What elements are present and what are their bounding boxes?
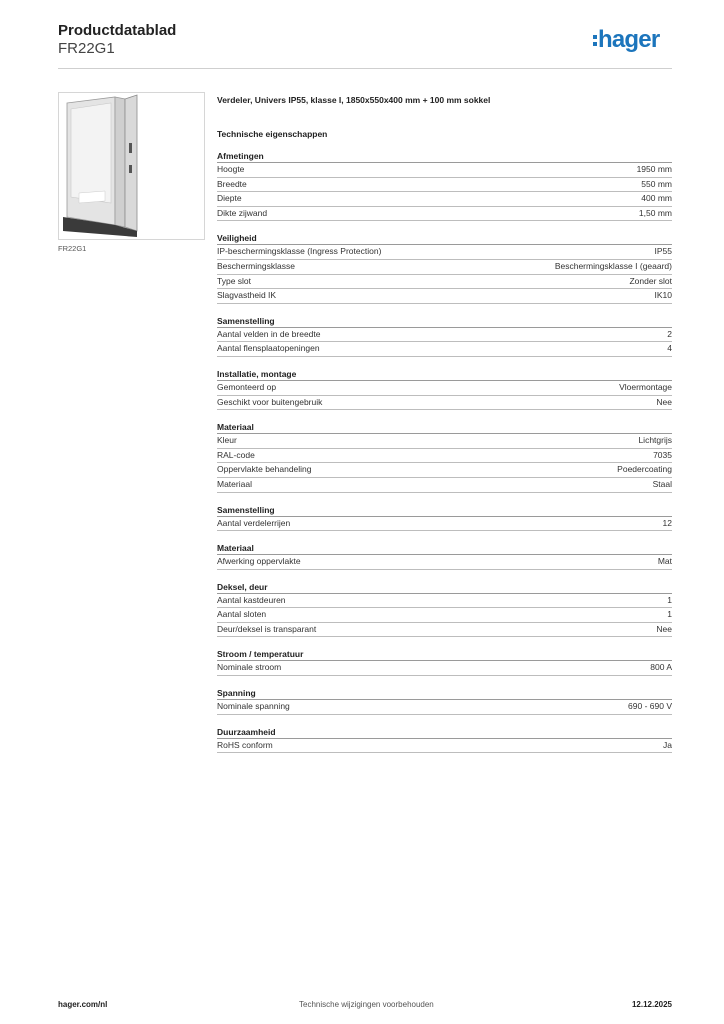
spec-label: Dikte zijwand [217,207,268,218]
spec-label: Aantal velden in de breedte [217,328,321,339]
footer-date: 12.12.2025 [631,1000,672,1009]
section-title: Samenstelling [217,505,672,517]
spec-label: Slagvastheid IK [217,290,277,301]
spec-value: 1 [667,609,672,620]
main-content [217,95,672,753]
spec-section [217,422,672,492]
product-code: FR22G1 [58,40,115,57]
section-title: Materiaal [217,543,672,555]
spec-section [217,316,672,357]
spec-section [217,688,672,715]
product-image-caption: FR22G1 [58,244,87,253]
spec-label: Hoogte [217,164,245,174]
section-title: Deksel, deur [217,582,672,594]
spec-value: Nee [656,623,672,634]
specs-sections [217,151,672,753]
spec-row [217,163,672,178]
hager-logo [593,28,659,52]
spec-label: RoHS conform [217,739,273,750]
spec-value: Staal [652,478,672,489]
spec-row [217,739,672,754]
section-title: Afmetingen [217,151,672,163]
spec-label: Geschikt voor buitengebruik [217,396,323,407]
spec-row [217,478,672,493]
spec-row [217,594,672,609]
spec-row [217,328,672,343]
spec-row [217,700,672,715]
spec-value: Beschermingsklasse I (geaard) [554,260,672,271]
spec-value: 550 mm [641,178,672,189]
spec-row [217,396,672,411]
spec-section [217,649,672,676]
spec-value: 12 [662,517,672,528]
footer-notice: Technische wijzigingen voorbehouden [299,1000,434,1009]
spec-value: Mat [657,556,672,567]
spec-value: Lichtgrijs [638,435,672,446]
spec-label: RAL-code [217,449,255,460]
section-title: Spanning [217,688,672,700]
spec-row [217,555,672,570]
spec-row [217,178,672,193]
cabinet-enclosure-icon [59,93,204,239]
spec-section [217,727,672,754]
spec-value: Vloermontage [619,381,672,392]
spec-row [217,608,672,623]
footer-website: hager.com/nl [58,1000,108,1009]
section-title: Samenstelling [217,316,672,328]
technical-properties-title: Technische eigenschappen [217,129,328,139]
spec-section [217,151,672,221]
spec-row [217,434,672,449]
spec-section [217,505,672,532]
spec-label: Aantal sloten [217,609,267,620]
spec-value: 690 - 690 V [628,701,672,712]
spec-label: Kleur [217,435,237,446]
spec-value: 1950 mm [636,164,672,174]
spec-value: 400 mm [641,193,672,204]
spec-label: Aantal verdelerrijen [217,517,291,528]
section-title: Duurzaamheid [217,727,672,739]
spec-row [217,661,672,676]
spec-label: Aantal flensplaatopeningen [217,343,320,354]
spec-row [217,623,672,638]
page-title: Productdatablad [58,22,177,39]
spec-section [217,233,672,303]
spec-value: 1,50 mm [638,207,672,218]
spec-value: 2 [667,328,672,339]
spec-value: Nee [656,396,672,407]
section-title: Installatie, montage [217,369,672,381]
spec-row [217,517,672,532]
spec-label: Diepte [217,193,242,204]
spec-label: Type slot [217,275,252,286]
logo-dots-icon [593,32,597,49]
spec-label: Nominale spanning [217,701,290,712]
spec-row [217,275,672,290]
spec-row [217,207,672,222]
section-title: Materiaal [217,422,672,434]
spec-label: Oppervlakte behandeling [217,464,312,475]
spec-label: Beschermingsklasse [217,260,295,271]
logo-text: hager [598,26,660,53]
spec-label: Deur/deksel is transparant [217,623,317,634]
spec-label: Materiaal [217,478,252,489]
spec-label: Aantal kastdeuren [217,594,286,605]
spec-row [217,245,672,260]
product-description: Verdeler, Univers IP55, klasse I, 1850x550x400 mm + 100 mm sokkel [217,95,491,105]
spec-row [217,381,672,396]
spec-value: Zonder slot [629,275,672,286]
spec-label: Gemonteerd op [217,381,277,392]
product-image [58,92,205,240]
spec-value: Poedercoating [617,464,672,475]
section-title: Veiligheid [217,233,672,245]
spec-label: Nominale stroom [217,662,282,673]
spec-row [217,449,672,464]
spec-value: IK10 [654,290,672,301]
spec-value: Ja [663,739,672,750]
spec-value: IP55 [654,246,672,257]
spec-row [217,289,672,304]
spec-section [217,369,672,410]
section-title: Stroom / temperatuur [217,649,672,661]
spec-row [217,463,672,478]
spec-value: 1 [667,594,672,605]
spec-label: IP-beschermingsklasse (Ingress Protection) [217,246,382,257]
spec-value: 7035 [653,449,672,460]
spec-section [217,582,672,638]
spec-value: 800 A [650,662,672,673]
spec-label: Afwerking oppervlakte [217,556,301,567]
header-divider [58,68,672,69]
spec-row [217,260,672,275]
spec-row [217,342,672,357]
spec-row [217,192,672,207]
spec-label: Breedte [217,178,247,189]
spec-section [217,543,672,570]
spec-value: 4 [667,343,672,354]
